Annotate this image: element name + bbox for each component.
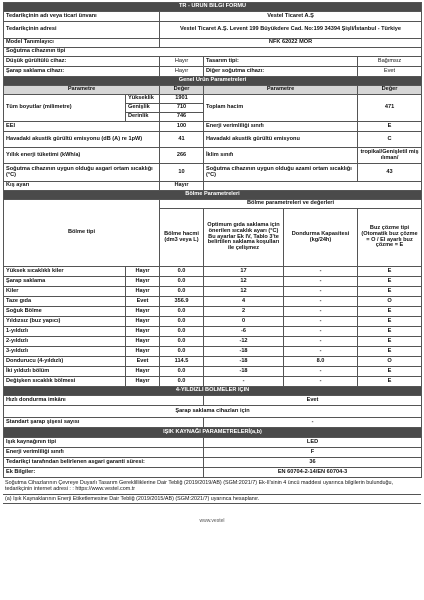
- compartment-name: Soğuk Bölme: [4, 307, 126, 317]
- compartment-present: Hayır: [126, 307, 160, 317]
- page-mark: www.vestel: [199, 518, 225, 525]
- height-value: 1901: [160, 95, 204, 104]
- compartment-volume: 0.0: [160, 327, 204, 337]
- product-sheet-table: [3, 2, 422, 478]
- compartment-temp: -: [204, 377, 284, 387]
- compartment-group-header: Bölme parametreleri ve değerleri: [160, 200, 422, 209]
- noise-class-label: Havadaki akustik gürültü emisyonu: [204, 132, 358, 148]
- compartment-volume: 0.0: [160, 307, 204, 317]
- compartment-row: [4, 377, 422, 387]
- noise-class-value: C: [358, 132, 422, 148]
- compartment-volume: 0.0: [160, 287, 204, 297]
- compartment-row: [4, 267, 422, 277]
- compartment-name: Kiler: [4, 287, 126, 297]
- compartment-freeze: -: [284, 307, 358, 317]
- energy-class-value: E: [358, 122, 422, 132]
- eei-value: 100: [160, 122, 204, 132]
- compartment-parameters-title: Bölme Parametreleri: [4, 191, 422, 200]
- compartment-present: Hayır: [126, 277, 160, 287]
- compartment-volume: 356.9: [160, 297, 204, 307]
- annual-energy-value: 266: [160, 148, 204, 164]
- wine-appliance-label: Şarap saklama cihazı:: [4, 67, 160, 77]
- compartment-temp: 12: [204, 287, 284, 297]
- compartment-volume: 0.0: [160, 267, 204, 277]
- sheet-title: TR - ÜRÜN BİLGİ FORMU: [4, 3, 422, 12]
- compartment-volume: 114.5: [160, 357, 204, 367]
- appliance-type-label: Soğutma cihazının tipi: [4, 48, 422, 57]
- compartment-freeze: -: [284, 367, 358, 377]
- general-param-header: Parametre: [4, 86, 160, 95]
- compartment-temp: 0: [204, 317, 284, 327]
- supplier-label: Tedarikçinin adı veya ticari ünvanı: [4, 12, 160, 22]
- compartment-freeze: -: [284, 347, 358, 357]
- wine-bottles-label: Standart şarap şişesi sayısı: [4, 418, 204, 428]
- compartment-temp: -6: [204, 327, 284, 337]
- general-value-header-2: Değer: [358, 86, 422, 95]
- fast-freeze-label: Hızlı dondurma imkânı: [4, 396, 204, 406]
- compartment-row: [4, 297, 422, 307]
- fast-freeze-value: Evet: [204, 396, 422, 406]
- compartment-present: Hayır: [126, 347, 160, 357]
- compartment-freeze: -: [284, 377, 358, 387]
- annual-energy-label: Yıllık enerji tüketimi (kWh/a): [4, 148, 160, 164]
- light-type-label: Işık kaynağının tipi: [4, 438, 204, 448]
- max-ambient-label: Soğutma cihazının uygun olduğu azami ortam sıcaklığı (°C): [204, 164, 358, 182]
- compartment-present: Evet: [126, 297, 160, 307]
- compartment-freeze: 8.0: [284, 357, 358, 367]
- four-star-title: 4-YILDIZLI BÖLMELER İÇİN: [4, 387, 422, 396]
- compartment-volume-header: Bölme hacmi (dm3 veya L): [160, 209, 204, 267]
- compartment-row: [4, 357, 422, 367]
- compartment-temp: -18: [204, 367, 284, 377]
- dimensions-label: Tüm boyutlar (milimetre): [4, 95, 126, 122]
- compartment-defrost: E: [358, 267, 422, 277]
- max-ambient-value: 43: [358, 164, 422, 182]
- compartment-name: 1-yıldızlı: [4, 327, 126, 337]
- footnotes: [3, 479, 421, 504]
- compartment-temp: -12: [204, 337, 284, 347]
- compartment-defrost: E: [358, 337, 422, 347]
- extra-info-label: Ek Bilgiler:: [4, 468, 204, 478]
- compartment-volume: 0.0: [160, 347, 204, 357]
- compartment-row: [4, 287, 422, 297]
- compartment-temp: -18: [204, 347, 284, 357]
- light-type-value: LED: [204, 438, 422, 448]
- product-information-sheet: [3, 2, 421, 524]
- compartment-rows: [4, 267, 422, 387]
- compartment-present: Hayır: [126, 367, 160, 377]
- footnote-light-source: (a) Işık Kaynaklarının Enerji Etiketlemesine Dair Tebliğ (2019/2015/AB) (SGM:2021/7) uyarınca hesaplanır.: [3, 495, 421, 504]
- winter-setting-label: Kış ayarı: [4, 182, 160, 191]
- footnote-regulation: Soğutma Cihazlarının Çevreye Duyarlı Tasarım Gereklilliklerine Dair Tebliğ (2019/2019/AB) (SGM:2021/7) Ek-II'sinin 4 üncü maddesi uyarınca bilgilerin bulunduğu, tedarikçinin internet adresi : : https://www.vestel.com.tr: [3, 479, 421, 495]
- address-label: Tedarikçinin adresi: [4, 22, 160, 39]
- compartment-present: Hayır: [126, 327, 160, 337]
- compartment-row: [4, 337, 422, 347]
- other-appliance-value: Evet: [358, 67, 422, 77]
- compartment-name: İki yıldızlı bölüm: [4, 367, 126, 377]
- compartment-freeze: -: [284, 337, 358, 347]
- wine-section-title: Şarap saklama cihazları için: [4, 406, 422, 418]
- compartment-defrost: E: [358, 347, 422, 357]
- compartment-temp: 12: [204, 277, 284, 287]
- wine-bottles-value: -: [204, 418, 422, 428]
- width-label: Genişlik: [126, 104, 160, 113]
- low-noise-value: Hayır: [160, 57, 204, 67]
- noise-value: 41: [160, 132, 204, 148]
- compartment-row: [4, 347, 422, 357]
- compartment-volume: 0.0: [160, 337, 204, 347]
- warranty-label: Tedarikçi tarafından belirlenen asgari garanti süresi:: [4, 458, 204, 468]
- model-label: Model Tanımlayıcı: [4, 39, 160, 48]
- compartment-defrost: E: [358, 327, 422, 337]
- compartment-present: Hayır: [126, 337, 160, 347]
- compartment-row: [4, 367, 422, 377]
- wine-appliance-value: Hayır: [160, 67, 204, 77]
- compartment-temp: -18: [204, 357, 284, 367]
- compartment-temp: 2: [204, 307, 284, 317]
- compartment-freeze: -: [284, 297, 358, 307]
- design-type-value: Bağımsız: [358, 57, 422, 67]
- general-value-header: Değer: [160, 86, 204, 95]
- light-class-value: F: [204, 448, 422, 458]
- compartment-row: [4, 327, 422, 337]
- compartment-name: 2-yıldızlı: [4, 337, 126, 347]
- climate-class-value: tropikal/Genişletil miş ılıman/: [358, 148, 422, 164]
- min-ambient-value: 10: [160, 164, 204, 182]
- compartment-freeze: -: [284, 287, 358, 297]
- winter-setting-blank: [204, 182, 422, 191]
- compartment-name: 3-yıldızlı: [4, 347, 126, 357]
- compartment-defrost: E: [358, 317, 422, 327]
- supplier-value: Vestel Ticaret A.Ş: [160, 12, 422, 22]
- compartment-row: [4, 307, 422, 317]
- low-noise-label: Düşük gürültülü cihaz:: [4, 57, 160, 67]
- compartment-present: Hayır: [126, 377, 160, 387]
- compartment-present: Hayır: [126, 287, 160, 297]
- height-label: Yükseklik: [126, 95, 160, 104]
- compartment-defrost: O: [358, 297, 422, 307]
- compartment-name: Yıldızsız (buz yapıcı): [4, 317, 126, 327]
- compartment-name: Taze gıda: [4, 297, 126, 307]
- energy-class-label: Enerji verimliliği sınıfı: [204, 122, 358, 132]
- depth-value: 746: [160, 113, 204, 122]
- design-type-label: Tasarım tipi:: [204, 57, 358, 67]
- compartment-volume: 0.0: [160, 277, 204, 287]
- general-parameters-title: Genel Ürün Parametreleri: [4, 77, 422, 86]
- compartment-freeze: -: [284, 327, 358, 337]
- compartment-present: Evet: [126, 357, 160, 367]
- compartment-present: Hayır: [126, 267, 160, 277]
- light-class-label: Enerji verimliliği sınıfı: [4, 448, 204, 458]
- compartment-freeze-header: Dondurma Kapasitesi (kg/24h): [284, 209, 358, 267]
- climate-class-label: İklim sınıfı: [204, 148, 358, 164]
- total-volume-label: Toplam hacim: [204, 95, 358, 122]
- compartment-name: Yüksek sıcaklıklı kiler: [4, 267, 126, 277]
- compartment-defrost: E: [358, 367, 422, 377]
- compartment-defrost: E: [358, 307, 422, 317]
- compartment-temp: 17: [204, 267, 284, 277]
- depth-label: Derinlik: [126, 113, 160, 122]
- compartment-name: Şarap saklama: [4, 277, 126, 287]
- compartment-defrost: E: [358, 287, 422, 297]
- total-volume-value: 471: [358, 95, 422, 122]
- other-appliance-label: Diğer soğutma cihazı:: [204, 67, 358, 77]
- extra-info-value: EN 60704-2-14/EN 60704-3: [204, 468, 422, 478]
- address-value: Vestel Ticaret A.Ş. Levent 199 Büyükdere Cad. No:199 34394 Şişli/İstanbul - Türkiye: [160, 22, 422, 39]
- winter-setting-value: Hayır: [160, 182, 204, 191]
- compartment-freeze: -: [284, 317, 358, 327]
- compartment-row: [4, 277, 422, 287]
- compartment-defrost: E: [358, 277, 422, 287]
- compartment-freeze: -: [284, 277, 358, 287]
- light-source-title: IŞIK KAYNAĞI PARAMETRELERİ(a,b): [4, 428, 422, 438]
- compartment-present: Hayır: [126, 317, 160, 327]
- compartment-defrost: E: [358, 377, 422, 387]
- compartment-defrost-header: Buz çözme tipi (Otomatik buz çözme = O / El ayarlı buz çözme = E: [358, 209, 422, 267]
- width-value: 710: [160, 104, 204, 113]
- compartment-volume: 0.0: [160, 367, 204, 377]
- compartment-row: [4, 317, 422, 327]
- compartment-type-header: Bölme tipi: [4, 200, 160, 267]
- general-param-header-2: Parametre: [204, 86, 358, 95]
- compartment-name: Dondurucu (4-yıldızlı): [4, 357, 126, 367]
- noise-label: Havadaki akustik gürültü emisyonu (dB (A) re 1pW): [4, 132, 160, 148]
- compartment-defrost: O: [358, 357, 422, 367]
- warranty-value: 36: [204, 458, 422, 468]
- model-value: NFK 62022 MOR: [160, 39, 422, 48]
- compartment-temp: 4: [204, 297, 284, 307]
- compartment-freeze: -: [284, 267, 358, 277]
- compartment-volume: 0.0: [160, 317, 204, 327]
- compartment-name: Değişken sıcaklık bölmesi: [4, 377, 126, 387]
- eei-label: EEI: [4, 122, 160, 132]
- min-ambient-label: Soğutma cihazının uygun olduğu asgari ortam sıcaklığı (°C): [4, 164, 160, 182]
- compartment-volume: 0.0: [160, 377, 204, 387]
- compartment-temp-header: Optimum gıda saklama için önerilen sıcaklık ayarı (°C) Bu ayarlar Ek IV, Tablo 3'te belirtilen saklama koşulları ile çelişmez: [204, 209, 284, 267]
